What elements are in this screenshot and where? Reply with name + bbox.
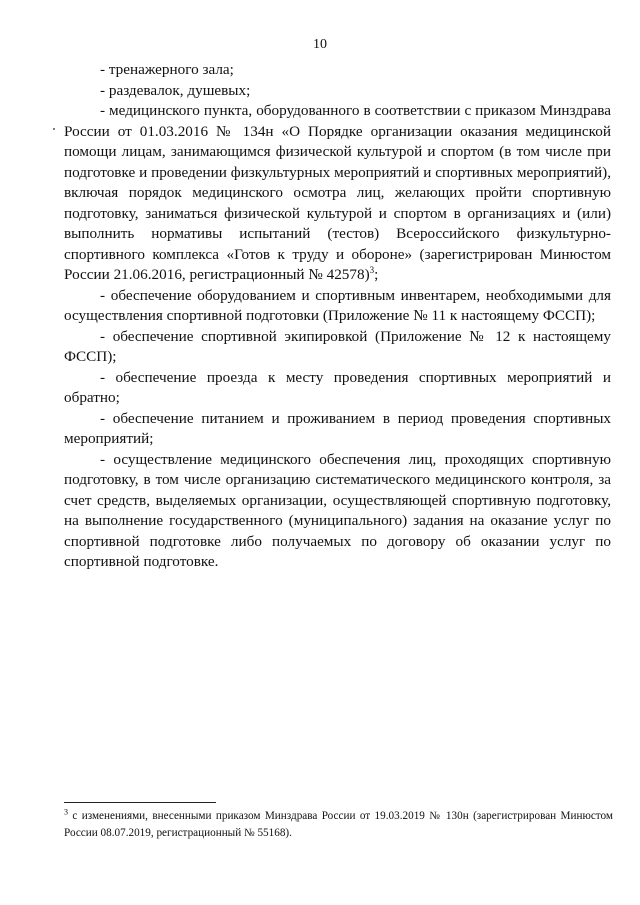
list-item: - обеспечение питанием и проживанием в период проведения спортивных мероприятий; <box>64 409 611 447</box>
list-item: - раздевалок, душевых; <box>100 81 251 99</box>
list-item: - осуществление медицинского обеспечения лиц, проходящих спортивную подготовку, в том числе организацию систематического медицинского контроля, за счет средств, выделяемых организации, осуществляющей спортивную подготовку, на выполнение государственного (муниципального) задания на оказание услуг по спортивной подготовке либо получаемых по договору об оказании услуг по спортивной подготовке. <box>64 450 611 570</box>
footnote-divider <box>64 802 216 803</box>
list-item: - обеспечение спортивной экипировкой (Приложение № 12 к настоящему ФССП); <box>64 327 611 365</box>
list-item: - обеспечение проезда к месту проведения спортивных мероприятий и обратно; <box>64 368 611 406</box>
margin-mark <box>53 128 55 130</box>
list-item: - обеспечение оборудованием и спортивным инвентарем, необходимыми для осуществления спортивной подготовки (Приложение № 11 к настоящему ФССП); <box>64 286 611 324</box>
list-item: - тренажерного зала; <box>100 61 234 78</box>
list-item: - медицинского пункта, оборудованного в соответствии с приказом Минздрава России от 01.03.2016 № 134н «О Порядке организации оказания медицинской помощи лицам, занимающимся физической культурой и спортом (в том числе при подготовке и проведении физкультурных мероприятий и спортивных мероприятий), включая порядок медицинского осмотра лиц, желающих пройти спортивную подготовку, заниматься физической культурой и спортом в организациях и (или) выполнить нормативы испытаний (тестов) Всероссийского физкультурно-спортивного комплекса «Готов к труду и обороне» (зарегистрирован Минюстом России 21.06.2016, регистрационный № 42578)$^3$; <box>64 102 611 283</box>
document-body <box>64 60 611 573</box>
footnote-mark: 3 <box>64 807 68 817</box>
footnote <box>64 808 613 842</box>
footnote-reference: 3 <box>369 264 375 275</box>
page-number: 10 <box>313 37 327 52</box>
footnote-text: с изменениями, внесенными приказом Минздрава России от 19.03.2019 № 130н (зарегистрирован Минюстом России 08.07.2019, регистрационный № 55168). <box>64 810 613 839</box>
